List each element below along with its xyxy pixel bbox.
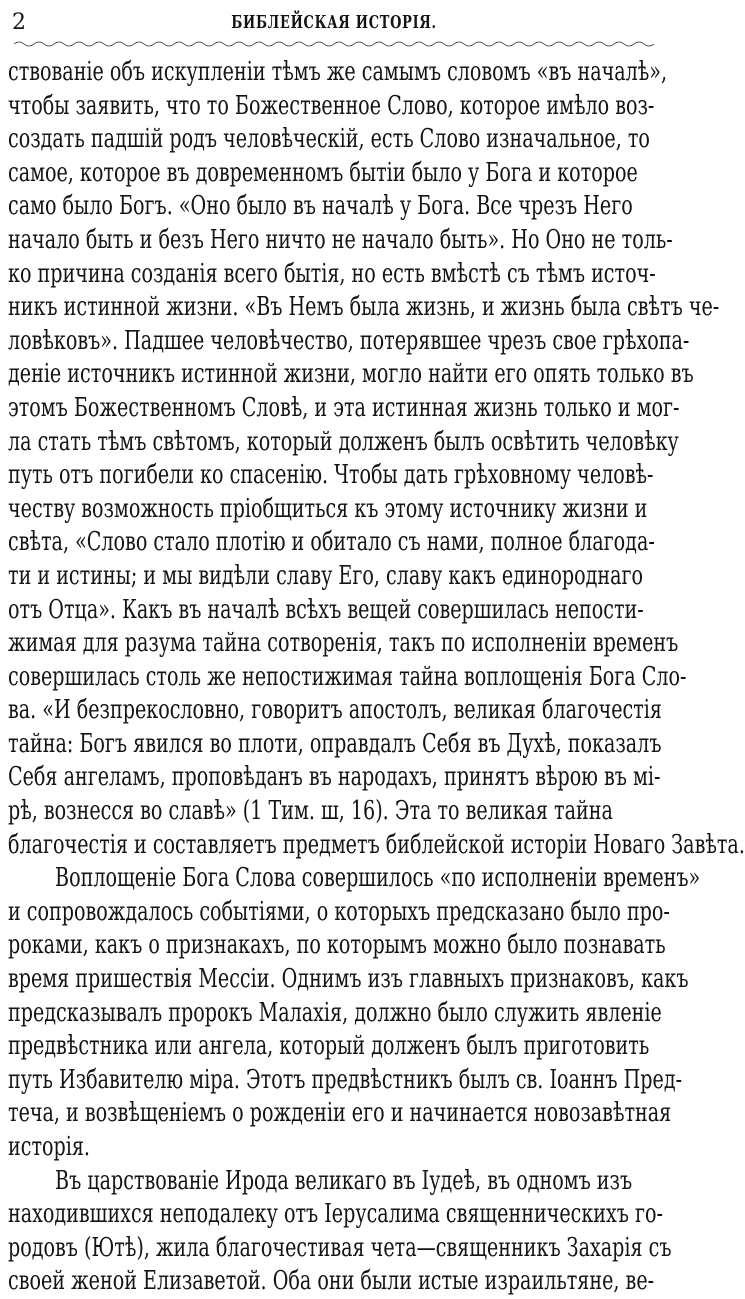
- text-line: совершилась столь же непостижимая тайна воплощенія Бога Сло-: [8, 661, 687, 692]
- text-line: ствованіе объ искупленіи тѣмъ же самымъ словомъ «въ началѣ»,: [8, 57, 668, 87]
- text-line: самое, которое въ довременномъ бытіи было у Бога и которое: [8, 157, 638, 188]
- text-line: Себя ангеламъ, проповѣданъ въ народахъ, принятъ вѣрою въ мі-: [8, 762, 661, 793]
- text-line: своей женой Елизаветой. Оба они были истые израильтяне, ве-: [8, 1266, 655, 1297]
- text-line: тайна: Богъ явился во плоти, оправдалъ Себя въ Духѣ, показалъ: [8, 728, 662, 759]
- text-line: само было Богъ. «Оно было въ началѣ у Бога. Все чрезъ Него: [8, 191, 633, 222]
- text-line: путь отъ погибели ко спасенію. Чтобы дать грѣховному человѣ-: [8, 460, 654, 491]
- text-line: этомъ Божественномъ Словѣ, и эта истинная жизнь только и мог-: [8, 392, 680, 423]
- text-line: предсказывалъ пророкъ Малахія, должно было служить явленіе: [8, 997, 662, 1028]
- text-line: жимая для разума тайна сотворенія, такъ по исполненіи временъ: [8, 628, 679, 659]
- text-line: ва. «И безпрекословно, говоритъ апостолъ, великая благочестія: [8, 695, 662, 726]
- text-line: Воплощеніе Бога Слова совершилось «по исполненіи временъ»: [55, 863, 701, 894]
- text-line: и сопровождалось событіями, о которыхъ предсказано было про-: [8, 896, 670, 927]
- text-line: ловѣковъ». Падшее человѣчество, потерявшее чрезъ свое грѣхопа-: [8, 325, 690, 356]
- text-line: роками, какъ о признакахъ, по которымъ можно было познавать: [8, 930, 666, 961]
- text-line: начало быть и безъ Него ничто не начало быть». Но Оно не толь-: [8, 224, 673, 255]
- text-line: создать падшій родъ человѣческій, есть Слово изначальное, то: [8, 124, 650, 155]
- text-line: честву возможность пріобщиться къ этому источнику жизни и: [8, 493, 648, 524]
- text-line: ко причина созданія всего бытія, но есть вмѣстѣ съ тѣмъ источ-: [8, 258, 656, 289]
- body-text: [8, 56, 745, 1299]
- text-line: свѣта, «Слово стало плотію и обитало съ нами, полное благода-: [8, 527, 655, 558]
- text-line: предвѣстника или ангела, который долженъ былъ приготовить: [8, 1031, 650, 1062]
- page-number: 2: [12, 10, 26, 35]
- text-line: отъ Отца». Какъ въ началѣ всѣхъ вещей совершилась непости-: [8, 594, 644, 625]
- text-line: деніе источникъ истинной жизни, могло найти его опять только въ: [8, 359, 694, 390]
- text-line: Въ царствованіе Ирода великаго въ Іудеѣ, въ одномъ изъ: [55, 1165, 633, 1196]
- text-line: находившихся неподалеку отъ Іерусалима священническихъ го-: [8, 1199, 664, 1230]
- decorative-wavy-rule: [14, 40, 654, 48]
- running-title: БИБЛЕЙСКАЯ ИСТОРІЯ.: [231, 12, 437, 33]
- text-line: время пришествія Мессіи. Однимъ изъ главныхъ признаковъ, какъ: [8, 964, 689, 995]
- text-line: чтобы заявить, что то Божественное Слово, которое имѣло воз-: [8, 90, 655, 121]
- text-line: рѣ, вознесся во славѣ» (1 Тим. ш, 16). Эта то великая тайна: [8, 796, 613, 827]
- text-line: благочестія и составляетъ предметъ библейской исторіи Новаго Завѣта.: [8, 829, 745, 860]
- text-line: путь Избавителю міра. Этотъ предвѣстникъ былъ св. Іоаннъ Пред-: [8, 1064, 683, 1095]
- text-line: ти и истины; и мы видѣли славу Его, славу какъ единороднаго: [8, 560, 644, 591]
- page-header: [8, 8, 660, 38]
- text-line: исторія.: [8, 1132, 90, 1162]
- text-line: никъ истинной жизни. «Въ Немъ была жизнь, и жизнь была свѣтъ че-: [8, 292, 720, 323]
- text-line: теча, и возвѣщеніемъ о рожденіи его и начинается новозавѣтная: [8, 1098, 672, 1129]
- text-line: родовъ (Ютѣ), жила благочестивая чета—священникъ Захарія съ: [8, 1232, 672, 1263]
- text-line: ла стать тѣмъ свѣтомъ, который долженъ былъ освѣтить человѣку: [8, 426, 679, 457]
